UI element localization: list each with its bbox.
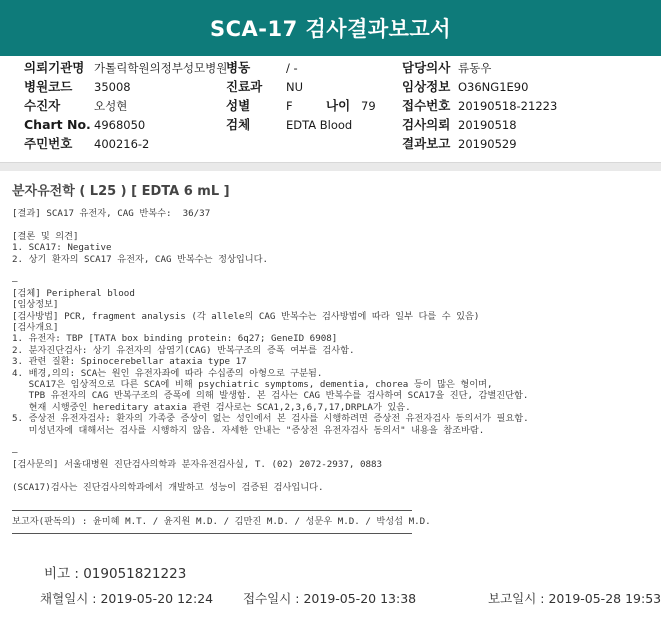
department-value: NU bbox=[286, 80, 304, 94]
info-row bbox=[0, 77, 661, 97]
report-rule-top bbox=[12, 510, 412, 511]
specimen-label: 검체 bbox=[226, 117, 251, 132]
report-line: SCA17은 임상적으로 다른 SCA에 비해 psychiatric symptoms, dementia, chorea 등이 많은 형이며, bbox=[12, 379, 493, 390]
report-line: 현재 시행중인 hereditary ataxia 관련 검사로는 SCA1,2,3,6,7,17,DRPLA가 있음. bbox=[12, 401, 411, 413]
physician-value: 류동우 bbox=[458, 61, 492, 75]
patient-name-label: 수진자 bbox=[24, 98, 61, 113]
report-line: [결론 및 의견] bbox=[12, 230, 79, 242]
section-divider bbox=[0, 162, 661, 171]
hospital-code-label: 병원코드 bbox=[24, 79, 73, 94]
report-line: 4. 배경,의의: SCA는 원인 유전자좌에 따라 수십종의 아형으로 구분됨. bbox=[12, 367, 323, 379]
report-line: 1. 유전자: TBP [TATA box binding protein: 6q27; GeneID 6908] bbox=[12, 333, 338, 345]
received-datetime: 접수일시 : 2019-05-20 13:38 bbox=[243, 591, 417, 606]
info-row bbox=[0, 134, 661, 154]
report-line: 2. 분자진단검사: 상기 유전자의 삼염기(CAG) 반복구조의 증폭 여부를 검사함. bbox=[12, 344, 355, 356]
report-line: 미성년자에 대해서는 검사를 시행하지 않음. 자세한 안내는 "증상전 유전자검사 동의서" 내용을 참조바람. bbox=[12, 424, 485, 436]
report-line: — bbox=[12, 447, 18, 459]
physician-label: 담당의사 bbox=[402, 60, 451, 75]
resident-number-value: 400216-2 bbox=[94, 137, 150, 151]
info-row bbox=[0, 115, 661, 135]
collected-datetime: 채혈일시 : 2019-05-20 12:24 bbox=[40, 591, 214, 606]
report-title: SCA-17 검사결과보고서 bbox=[0, 0, 661, 56]
ward-value: / - bbox=[286, 61, 298, 75]
accession-number-label: 접수번호 bbox=[402, 98, 451, 113]
institution-label: 의뢰기관명 bbox=[24, 60, 85, 75]
clinical-info-label: 임상정보 bbox=[402, 79, 451, 94]
info-row bbox=[0, 96, 661, 116]
report-line: [결과] SCA17 유전자, CAG 반복수: 36/37 bbox=[12, 208, 211, 219]
patient-info-panel bbox=[0, 56, 661, 156]
age-label: 나이 bbox=[326, 98, 351, 113]
report-line: — bbox=[12, 276, 18, 288]
report-line: [검사문의] 서울대병원 진단검사의학과 분자유전검사실, T. (02) 2072-2937, 0883 bbox=[12, 458, 383, 470]
report-line: [검사개요] bbox=[12, 322, 59, 333]
request-date-label: 검사의뢰 bbox=[402, 117, 451, 132]
report-line: [임상정보] bbox=[12, 299, 59, 311]
report-line: [검체] Peripheral blood bbox=[12, 287, 135, 299]
clinical-info-value: O36NG1E90 bbox=[458, 80, 529, 94]
report-line: (SCA17)검사는 진단검사의학과에서 개발하고 성능이 검증된 검사입니다. bbox=[12, 481, 324, 493]
section-title: 분자유전학 ( L25 ) [ EDTA 6 mL ] bbox=[12, 184, 230, 199]
report-line: TPB 유전자의 CAG 반복구조의 증폭에 의해 발생함. 본 검사는 CAG 반복수를 검사하여 SCA17을 진단, 감별진단함. bbox=[12, 390, 529, 402]
accession-number-value: 20190518-21223 bbox=[458, 99, 558, 113]
hospital-code-value: 35008 bbox=[94, 80, 131, 94]
specimen-value: EDTA Blood bbox=[286, 118, 353, 132]
ward-label: 병동 bbox=[226, 60, 251, 75]
resident-number-label: 주민번호 bbox=[24, 136, 73, 151]
chart-number-label: Chart No. bbox=[24, 117, 91, 132]
patient-name-value: 오성현 bbox=[94, 99, 128, 113]
info-row bbox=[0, 58, 661, 78]
reported-datetime: 보고일시 : 2019-05-28 19:53 bbox=[488, 591, 661, 606]
sex-value: F bbox=[286, 99, 293, 113]
report-line: 1. SCA17: Negative bbox=[12, 242, 112, 254]
report-line: 5. 증상전 유전자검사: 환자의 가족중 증상이 없는 성인에서 본 검사를 시행하려면 증상전 유전자검사 동의서가 필요함. bbox=[12, 413, 529, 425]
department-label: 진료과 bbox=[226, 79, 263, 94]
age-value: 79 bbox=[361, 99, 376, 113]
report-date-label: 결과보고 bbox=[402, 136, 451, 151]
report-rule-bottom bbox=[12, 533, 412, 534]
chart-number-value: 4968050 bbox=[94, 118, 146, 132]
report-line: 3. 관련 질환: Spinocerebellar ataxia type 17 bbox=[12, 356, 247, 368]
request-date-value: 20190518 bbox=[458, 118, 517, 132]
report-date-value: 20190529 bbox=[458, 137, 517, 151]
report-line: 2. 상기 환자의 SCA17 유전자, CAG 반복수는 정상입니다. bbox=[12, 253, 268, 265]
sex-label: 성별 bbox=[226, 98, 251, 113]
note-field: 비고 : 019051821223 bbox=[44, 566, 187, 582]
institution-value: 가톨릭학원의정부성모병원 bbox=[94, 61, 228, 75]
report-line: 보고자(판독의) : 윤미혜 M.T. / 윤지원 M.D. / 김만진 M.D. / 성문우 M.D. / 박성섭 M.D. bbox=[12, 515, 431, 527]
report-line: [검사방법] PCR, fragment analysis (각 allele의 CAG 반복수는 검사방법에 따라 일부 다를 수 있음) bbox=[12, 310, 480, 322]
